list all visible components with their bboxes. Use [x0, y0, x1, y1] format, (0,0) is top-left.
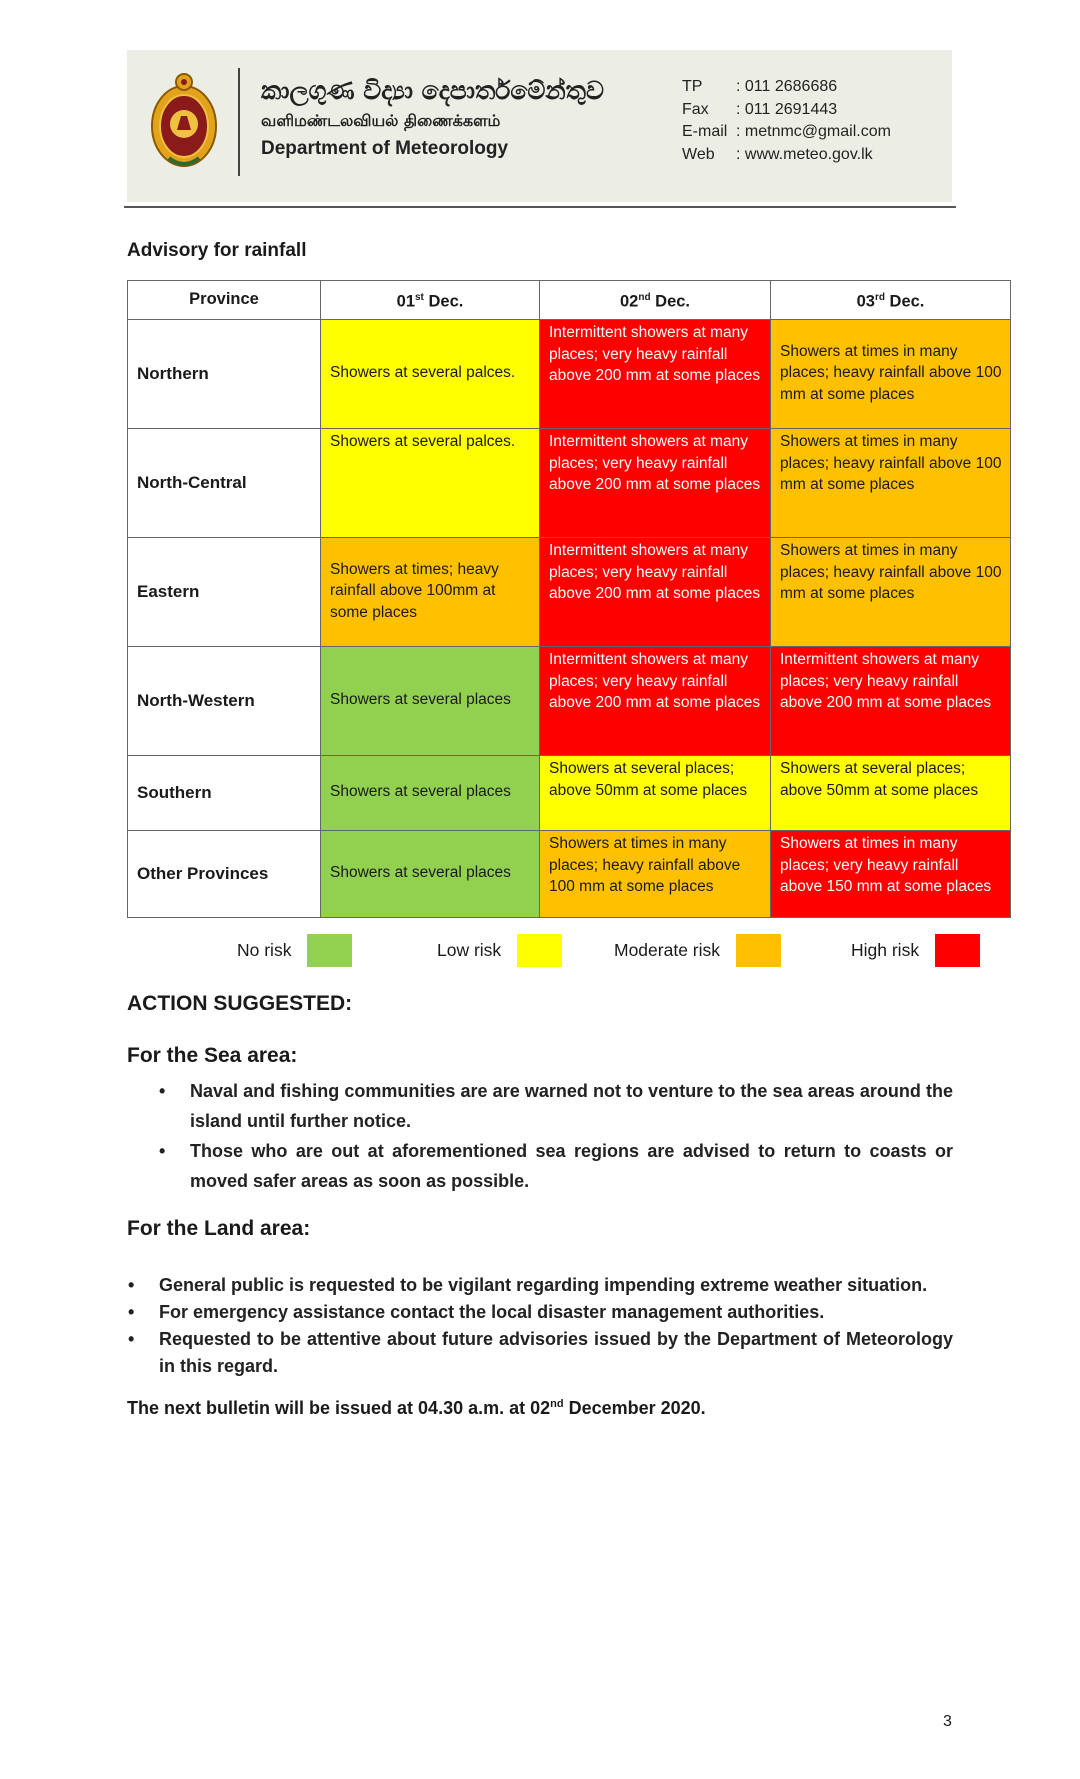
org-name-english: Department of Meteorology [261, 138, 509, 159]
letterhead [127, 50, 952, 202]
org-name-tamil: வளிமண்டலவியல் திணைக்களம் [261, 111, 501, 130]
legend-label: High risk [851, 940, 920, 960]
table-header-row [128, 281, 1011, 320]
advisory-cell: Showers at several palces. [321, 429, 540, 538]
contact-key: TP [682, 78, 703, 95]
table-row [128, 756, 1011, 831]
list-item: • Naval and fishing communities are are warned not to venture to the sea areas around the island until further notice. [190, 1076, 953, 1136]
legend-swatch [517, 934, 562, 967]
sea-area-list [190, 1076, 953, 1196]
advisory-cell: Intermittent showers at many places; very heavy rainfall above 200 mm at some places [540, 429, 771, 538]
advisory-cell: Showers at times; heavy rainfall above 100mm at some places [321, 538, 540, 647]
province-name: Eastern [128, 538, 321, 647]
advisory-cell: Intermittent showers at many places; very heavy rainfall above 200 mm at some places [540, 320, 771, 429]
legend-item-high-risk [851, 934, 980, 967]
advisory-cell: Intermittent showers at many places; very heavy rainfall above 200 mm at some places [771, 647, 1011, 756]
list-item: • For emergency assistance contact the local disaster management authorities. [159, 1299, 953, 1326]
table-row [128, 320, 1011, 429]
advisory-cell: Showers at several places [321, 647, 540, 756]
header-divider [238, 68, 240, 176]
column-header-day-1: 01st Dec. [321, 281, 540, 320]
list-item: • General public is requested to be vigilant regarding impending extreme weather situation. [159, 1272, 953, 1299]
contact-value: : www.meteo.gov.lk [736, 145, 873, 163]
advisory-cell: Showers at times in many places; heavy rainfall above 100 mm at some places [771, 538, 1011, 647]
national-emblem-icon [149, 70, 219, 174]
sea-area-heading: For the Sea area: [127, 1044, 298, 1067]
advisory-cell: Showers at times in many places; heavy rainfall above 100 mm at some places [771, 429, 1011, 538]
advisory-cell: Showers at several places; above 50mm at some places [771, 756, 1011, 831]
page-number: 3 [943, 1713, 952, 1730]
contact-key: Fax [682, 100, 709, 118]
contact-row [682, 99, 891, 122]
column-header-day-2: 02nd Dec. [540, 281, 771, 320]
next-bulletin-note: The next bulletin will be issued at 04.30 a.m. at 02nd December 2020. [127, 1398, 706, 1418]
advisory-cell: Intermittent showers at many places; very heavy rainfall above 200 mm at some places [540, 538, 771, 647]
advisory-cell: Showers at several palces. [321, 320, 540, 429]
list-item: • Requested to be attentive about future advisories issued by the Department of Meteorology in this regard. [159, 1326, 953, 1380]
legend-item-no-risk [237, 934, 352, 967]
legend-label: Low risk [437, 940, 502, 960]
advisory-cell: Showers at times in many places; heavy rainfall above 100 mm at some places [771, 320, 1011, 429]
advisory-title: Advisory for rainfall [127, 240, 307, 261]
contact-row [682, 144, 891, 167]
contact-value: : 011 2691443 [736, 100, 838, 118]
action-heading: ACTION SUGGESTED: [127, 992, 353, 1015]
province-name: North-Western [128, 647, 321, 756]
legend-label: Moderate risk [614, 940, 721, 960]
table-row [128, 538, 1011, 647]
table-row [128, 647, 1011, 756]
contact-value: : metnmc@gmail.com [736, 123, 891, 140]
land-area-heading: For the Land area: [127, 1217, 311, 1240]
legend-item-low-risk [437, 934, 562, 967]
header-rule [124, 206, 956, 208]
table-row [128, 429, 1011, 538]
contact-value: : 011 2686686 [736, 78, 838, 95]
advisory-cell: Showers at several places [321, 756, 540, 831]
legend-swatch [935, 934, 980, 967]
list-item: • Those who are out at aforementioned sea regions are advised to return to coasts or moved safer areas as soon as possible. [190, 1136, 953, 1196]
legend-swatch [307, 934, 352, 967]
advisory-cell: Showers at times in many places; very heavy rainfall above 150 mm at some places [771, 831, 1011, 918]
table-row [128, 831, 1011, 918]
province-name: North-Central [128, 429, 321, 538]
contact-key: Web [682, 145, 715, 163]
province-name: Other Provinces [128, 831, 321, 918]
province-name: Northern [128, 320, 321, 429]
advisory-cell: Showers at times in many places; heavy rainfall above 100 mm at some places [540, 831, 771, 918]
column-header-day-3: 03rd Dec. [771, 281, 1011, 320]
province-name: Southern [128, 756, 321, 831]
contact-details [682, 76, 891, 166]
rainfall-advisory-table [127, 280, 1011, 918]
contact-key: E-mail [682, 123, 728, 140]
advisory-cell: Showers at several places; above 50mm at some places [540, 756, 771, 831]
legend-item-moderate-risk [614, 934, 781, 967]
risk-legend [0, 934, 1080, 968]
contact-row [682, 76, 891, 99]
advisory-cell: Showers at several places [321, 831, 540, 918]
organization-names [261, 74, 604, 164]
column-header-province: Province [128, 281, 321, 320]
legend-swatch [736, 934, 781, 967]
contact-row [682, 121, 891, 144]
legend-label: No risk [237, 940, 292, 960]
advisory-cell: Intermittent showers at many places; very heavy rainfall above 200 mm at some places [540, 647, 771, 756]
org-name-sinhala: කාලගුණ විද්‍යා දෙපාර්තමේන්තුව [261, 76, 604, 105]
land-area-list [159, 1272, 953, 1380]
